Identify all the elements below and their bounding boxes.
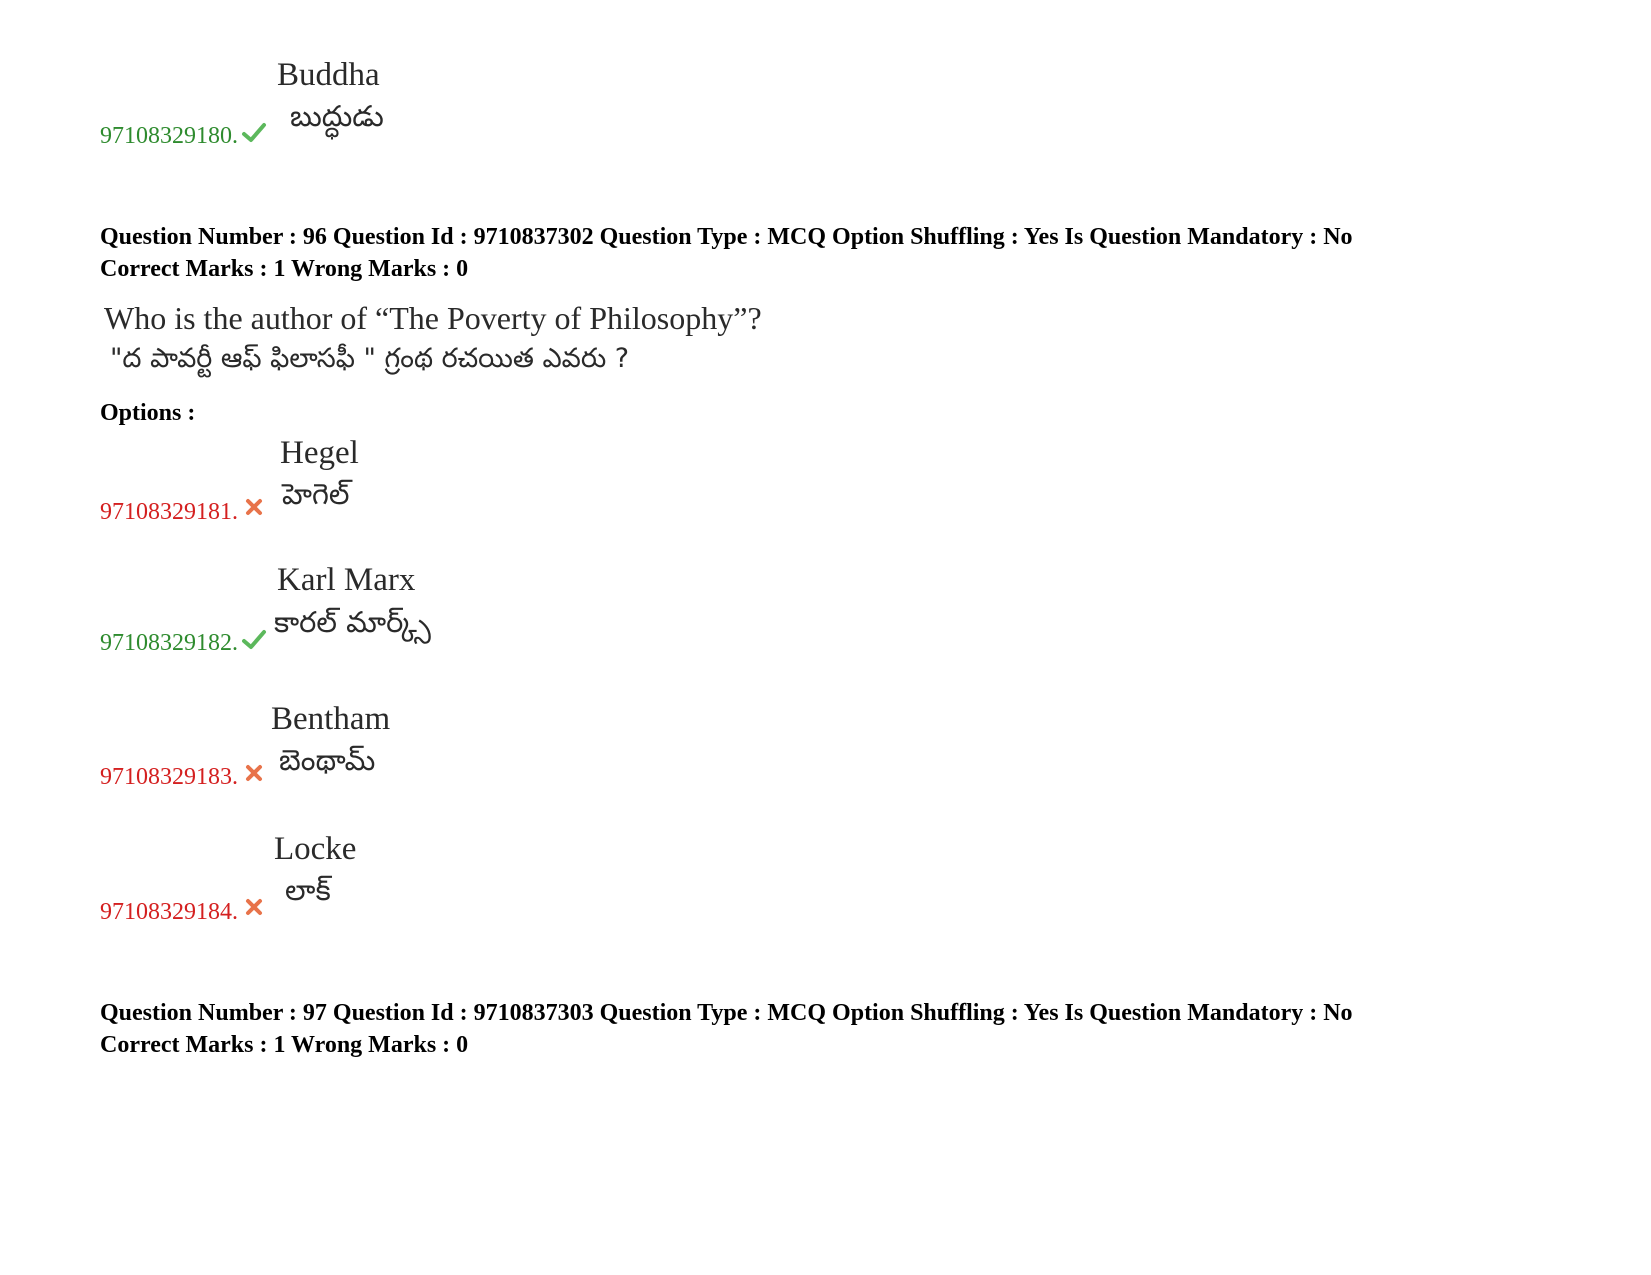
option-text-te: బుద్ధుడు bbox=[290, 99, 384, 133]
option-text-en: Bentham bbox=[271, 701, 391, 737]
question-marks: Correct Marks : 1 Wrong Marks : 0 bbox=[100, 1032, 469, 1058]
question-text-te: "ద పావర్టీ ఆఫ్ ఫిలాసఫీ " గ్రంథ రచయిత ఎవరు ? bbox=[110, 343, 630, 374]
cross-icon bbox=[244, 497, 264, 517]
option-text-te: హెగెల్ bbox=[282, 477, 350, 511]
cross-icon bbox=[244, 897, 264, 917]
checkmark-icon bbox=[241, 120, 267, 146]
option-id: 97108329183. bbox=[100, 764, 238, 790]
checkmark-icon bbox=[241, 627, 267, 653]
option-id: 97108329184. bbox=[100, 899, 238, 925]
options-label: Options : bbox=[100, 400, 196, 426]
option-text-en: Karl Marx bbox=[277, 562, 416, 598]
option-text-en: Locke bbox=[274, 831, 357, 867]
question-text-en: Who is the author of “The Poverty of Philosophy”? bbox=[104, 300, 762, 336]
question-meta: Question Number : 96 Question Id : 9710837302 Question Type : MCQ Option Shuffling : Yes Is Question Mandatory : No bbox=[100, 224, 1353, 250]
option-id: 97108329182. bbox=[100, 630, 238, 656]
option-id: 97108329181. bbox=[100, 499, 238, 525]
option-text-en: Hegel bbox=[280, 435, 359, 471]
option-text-te: కారల్ మార్క్స్ bbox=[274, 605, 431, 639]
question-marks: Correct Marks : 1 Wrong Marks : 0 bbox=[100, 256, 469, 282]
option-text-te: లాక్ bbox=[285, 873, 331, 907]
option-id: 97108329180. bbox=[100, 123, 238, 149]
cross-icon bbox=[244, 763, 264, 783]
question-meta: Question Number : 97 Question Id : 9710837303 Question Type : MCQ Option Shuffling : Yes Is Question Mandatory : No bbox=[100, 1000, 1353, 1026]
option-text-te: బెంథామ్ bbox=[279, 743, 376, 777]
option-text-en: Buddha bbox=[277, 57, 380, 93]
